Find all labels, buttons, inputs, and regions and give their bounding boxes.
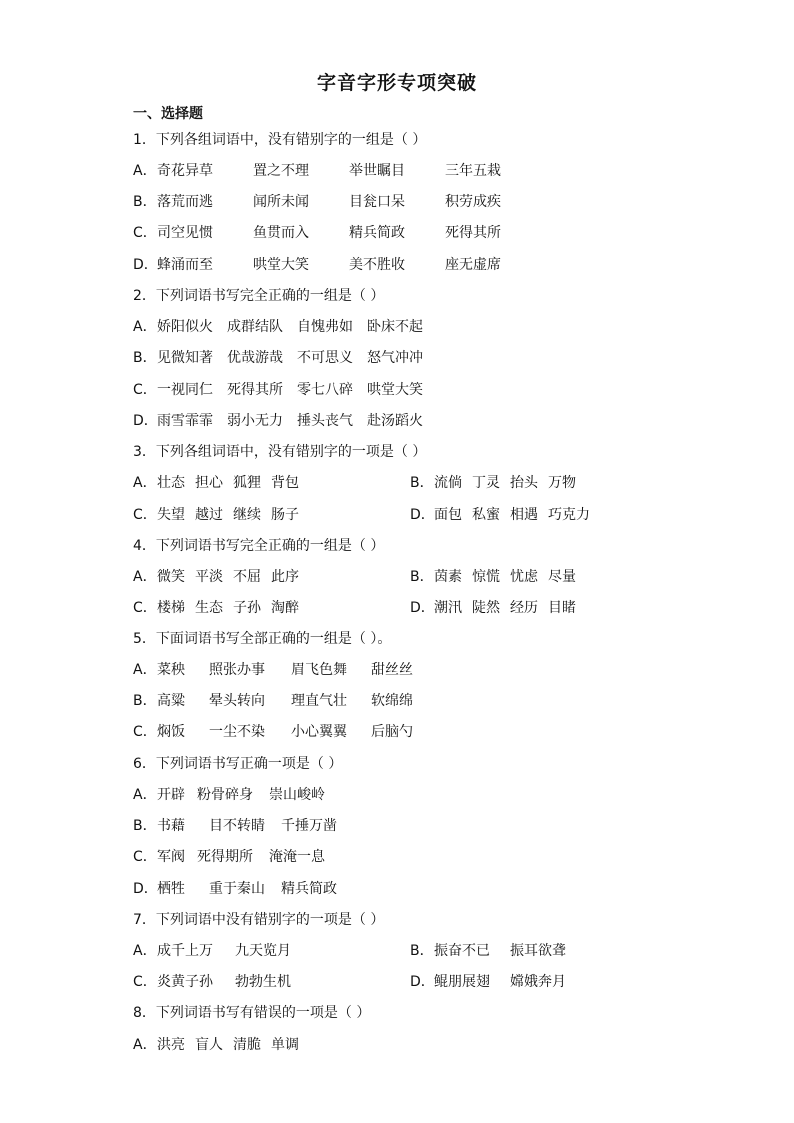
option-row[interactable]: B．见微知著 优哉游哉 不可思义 怒气冲冲 [133, 350, 423, 366]
option-row[interactable]: A．成千上万 九天览月 [133, 943, 291, 959]
option-row[interactable]: D．雨雪霏霏 弱小无力 捶头丧气 赴汤蹈火 [133, 413, 423, 429]
option-row[interactable]: B．书藉 目不转睛 千捶万凿 [133, 818, 337, 834]
option-row[interactable]: C．楼梯 生态 子孙 淘醉 [133, 600, 299, 616]
option-row[interactable]: D．鲲朋展翅 嫦娥奔月 [410, 974, 566, 990]
option-row[interactable]: A．菜秧 照张办事 眉飞色舞 甜丝丝 [133, 662, 413, 678]
option-row[interactable]: A．壮态 担心 狐狸 背包 [133, 475, 299, 491]
option-row[interactable]: A．洪亮 盲人 清脆 单调 [133, 1037, 299, 1053]
question-stem: 1．下列各组词语中，没有错别字的一组是（ ） [133, 132, 427, 148]
option-row[interactable]: B．流倘 丁灵 抬头 万物 [410, 475, 576, 491]
option-row[interactable]: C．一视同仁 死得其所 零七八碎 哄堂大笑 [133, 382, 423, 398]
option-row[interactable]: A．微笑 平淡 不屈 此序 [133, 569, 299, 585]
option-row[interactable]: B．高粱 晕头转向 理直气壮 软绵绵 [133, 693, 413, 709]
question-stem: 6．下列词语书写正确一项是（ ） [133, 756, 343, 772]
question-stem: 4．下列词语书写完全正确的一组是（ ） [133, 538, 385, 554]
option-row[interactable]: C．焖饭 一尘不染 小心翼翼 后脑勺 [133, 724, 413, 740]
question-stem: 7．下列词语中没有错别字的一项是（ ） [133, 912, 385, 928]
option-row[interactable]: B．茵素 惊慌 忧虑 尽量 [410, 569, 576, 585]
option-row[interactable]: A．娇阳似火 成群结队 自愧弗如 卧床不起 [133, 319, 423, 335]
question-stem: 5．下面词语书写全部正确的一组是（ ）。 [133, 631, 392, 647]
option-row[interactable]: D．蜂涌而至 哄堂大笑 美不胜收 座无虚席 [133, 257, 501, 273]
option-row[interactable]: C．司空见惯 鱼贯而入 精兵简政 死得其所 [133, 225, 501, 241]
option-row[interactable]: A．开辟 粉骨碎身 崇山峻岭 [133, 787, 325, 803]
page-title: 字音字形专项突破 [316, 72, 477, 94]
option-row[interactable]: B．落荒而逃 闻所未闻 目瓮口呆 积劳成疾 [133, 194, 501, 210]
option-row[interactable]: C．炎黄子孙 勃勃生机 [133, 974, 291, 990]
question-stem: 3．下列各组词语中，没有错别字的一项是（ ） [133, 444, 427, 460]
section-heading: 一、选择题 [133, 106, 203, 122]
option-row[interactable]: D．栖牲 重于秦山 精兵简政 [133, 881, 337, 897]
option-row[interactable]: C．军阀 死得期所 淹淹一息 [133, 849, 325, 865]
question-stem: 2．下列词语书写完全正确的一组是（ ） [133, 288, 385, 304]
option-row[interactable]: D．潮汛 陡然 经历 目睹 [410, 600, 576, 616]
option-row[interactable]: C．失望 越过 继续 肠子 [133, 507, 299, 523]
option-row[interactable]: A．奇花异草 置之不理 举世瞩目 三年五栽 [133, 163, 501, 179]
question-stem: 8．下列词语书写有错误的一项是（ ） [133, 1005, 371, 1021]
option-row[interactable]: B．振奋不已 振耳欲聋 [410, 943, 566, 959]
option-row[interactable]: D．面包 私蜜 相遇 巧克力 [410, 507, 590, 523]
